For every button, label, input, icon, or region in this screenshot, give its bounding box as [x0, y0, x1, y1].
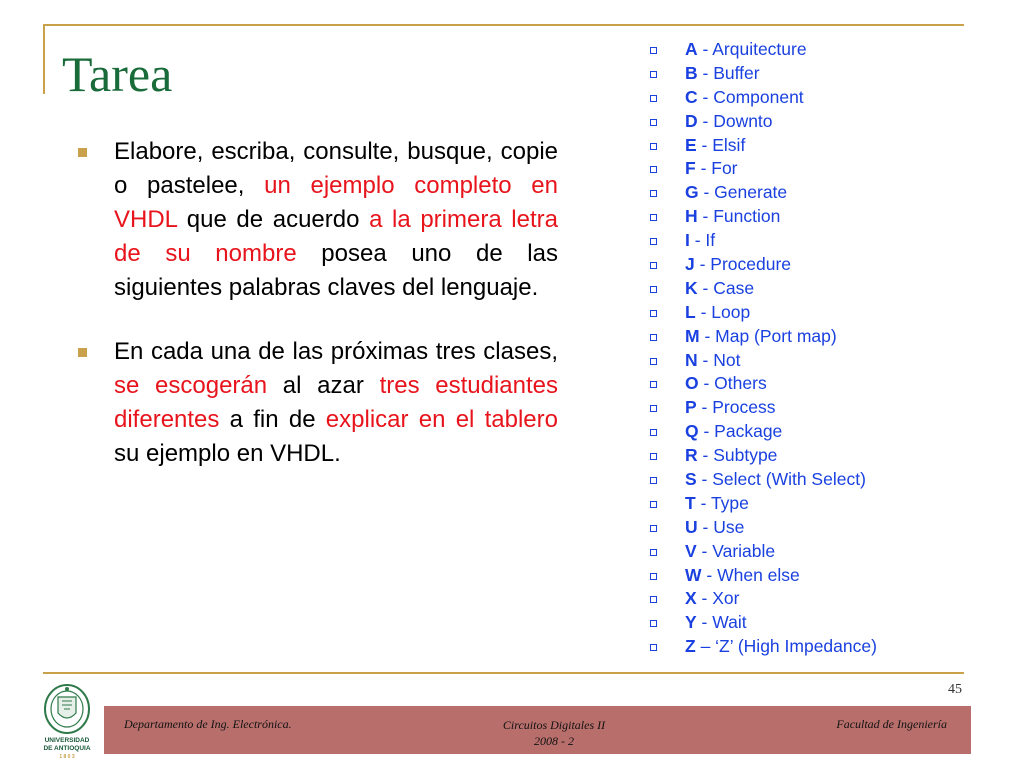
keyword-text: – ‘Z’ (High Impedance): [695, 636, 877, 657]
keyword-letter: L: [685, 301, 696, 322]
university-name: [30, 737, 104, 761]
keyword-letter: U: [685, 516, 698, 537]
hollow-square-bullet-icon: [650, 381, 657, 388]
keyword-letter: H: [685, 206, 698, 227]
keyword-text: - Type: [695, 492, 749, 513]
keyword-letter: N: [685, 349, 698, 370]
keyword-letter: I: [685, 230, 690, 251]
keyword-item: [648, 540, 948, 564]
keyword-text: - Process: [696, 397, 776, 418]
keyword-letter: S: [685, 469, 697, 490]
keyword-text: - Function: [697, 206, 781, 227]
keyword-letter: P: [685, 397, 697, 418]
keyword-text: - Downto: [697, 110, 773, 131]
keyword-text: - Buffer: [697, 62, 760, 83]
keyword-text: - If: [689, 230, 716, 251]
keyword-letter: A: [685, 39, 698, 59]
keyword-item: [648, 325, 948, 349]
keyword-text: - For: [695, 158, 738, 179]
hollow-square-bullet-icon: [650, 477, 657, 484]
university-year: 1 8 0 3: [59, 754, 75, 760]
bullet-text: [114, 335, 558, 471]
keyword-text: - Arquitecture: [697, 39, 807, 59]
footer-course-term: 2008 - 2: [534, 734, 574, 748]
body-text: al azar: [267, 372, 380, 399]
keyword-item: [648, 564, 948, 588]
keyword-item: [648, 587, 948, 611]
keyword-item: [648, 229, 948, 253]
keyword-text: - Wait: [696, 612, 747, 633]
keyword-letter: Y: [685, 612, 697, 633]
hollow-square-bullet-icon: [650, 47, 657, 54]
keyword-text: - Procedure: [694, 254, 792, 275]
hollow-square-bullet-icon: [650, 95, 657, 102]
hollow-square-bullet-icon: [650, 334, 657, 341]
hollow-square-bullet-icon: [650, 262, 657, 269]
keyword-item: [648, 468, 948, 492]
keyword-item: [648, 253, 948, 277]
body-text: a fin de: [219, 406, 326, 433]
highlight-text: a la primera letra de su nombre: [114, 206, 558, 267]
keyword-item: [648, 86, 948, 110]
keyword-item: [648, 635, 948, 659]
keyword-letter: K: [685, 277, 698, 298]
keyword-item: [648, 205, 948, 229]
keyword-text: - Use: [697, 516, 745, 537]
keyword-item: [648, 157, 948, 181]
university-name-line2: DE ANTIOQUIA: [43, 745, 91, 752]
highlight-text: un ejemplo completo en VHDL: [114, 172, 558, 233]
page-number: 45: [948, 682, 962, 697]
hollow-square-bullet-icon: [650, 644, 657, 651]
keyword-item: [648, 38, 948, 62]
highlight-text: tres estudiantes diferentes: [114, 372, 559, 433]
main-bullet-item: [72, 335, 558, 471]
keyword-item: [648, 492, 948, 516]
keyword-item: [648, 62, 948, 86]
body-text: su ejemplo en VHDL.: [114, 440, 341, 467]
keyword-item: [648, 277, 948, 301]
hollow-square-bullet-icon: [650, 238, 657, 245]
body-text: En cada una de las próximas tres clases,: [114, 338, 558, 365]
keyword-item: [648, 372, 948, 396]
main-bullet-list: [72, 135, 558, 501]
hollow-square-bullet-icon: [650, 429, 657, 436]
keyword-letter: D: [685, 110, 698, 131]
keyword-letter: O: [685, 373, 699, 394]
keyword-text: - Subtype: [697, 445, 778, 466]
keyword-letter: X: [685, 588, 697, 609]
hollow-square-bullet-icon: [650, 405, 657, 412]
keyword-item: [648, 611, 948, 635]
keyword-letter: W: [685, 564, 702, 585]
frame-bottom-line: [43, 672, 964, 674]
keyword-letter: B: [685, 62, 698, 83]
keyword-item: [648, 516, 948, 540]
hollow-square-bullet-icon: [650, 286, 657, 293]
footer-faculty: Facultad de Ingeniería: [836, 717, 947, 731]
body-text: que de acuerdo: [177, 206, 370, 233]
keyword-text: - Others: [698, 373, 767, 394]
hollow-square-bullet-icon: [650, 190, 657, 197]
hollow-square-bullet-icon: [650, 214, 657, 221]
keyword-text: - Variable: [696, 540, 776, 561]
keyword-item: [648, 134, 948, 158]
highlight-text: se escogerán: [114, 372, 268, 399]
hollow-square-bullet-icon: [650, 143, 657, 150]
footer-bar: [104, 706, 971, 754]
keyword-letter: G: [685, 182, 699, 203]
keyword-text: - Select (With Select): [696, 469, 866, 490]
highlight-text: explicar en el tablero: [325, 406, 558, 433]
keyword-item: [648, 396, 948, 420]
keyword-list: [648, 38, 948, 659]
hollow-square-bullet-icon: [650, 453, 657, 460]
keyword-item: [648, 301, 948, 325]
keyword-text: - Generate: [698, 182, 788, 203]
hollow-square-bullet-icon: [650, 549, 657, 556]
square-bullet-icon: [78, 348, 87, 357]
keyword-letter: M: [685, 325, 700, 346]
keyword-text: - Case: [697, 277, 755, 298]
footer-department: Departamento de Ing. Electrónica.: [124, 717, 292, 731]
keyword-text: - Package: [698, 421, 783, 442]
frame-top-line: [43, 24, 964, 26]
footer-course-name: Circuitos Digitales II: [502, 718, 606, 732]
keyword-text: - When else: [701, 564, 800, 585]
bullet-text: [114, 135, 558, 305]
hollow-square-bullet-icon: [650, 71, 657, 78]
hollow-square-bullet-icon: [650, 620, 657, 627]
keyword-letter: E: [685, 134, 697, 155]
hollow-square-bullet-icon: [650, 119, 657, 126]
keyword-letter: V: [685, 540, 697, 561]
keyword-item: [648, 110, 948, 134]
keyword-item: [648, 181, 948, 205]
slide-title: Tarea: [62, 46, 173, 102]
hollow-square-bullet-icon: [650, 596, 657, 603]
hollow-square-bullet-icon: [650, 166, 657, 173]
hollow-square-bullet-icon: [650, 501, 657, 508]
keyword-text: - Elsif: [696, 134, 746, 155]
keyword-text: - Map (Port map): [699, 325, 837, 346]
keyword-letter: Z: [685, 636, 696, 657]
keyword-text: - Component: [697, 86, 804, 107]
body-text: posea uno de las siguientes palabras claves del lenguaje.: [114, 240, 558, 301]
keyword-text: - Loop: [695, 301, 751, 322]
keyword-letter: J: [685, 254, 695, 275]
keyword-letter: T: [685, 492, 696, 513]
keyword-item: [648, 444, 948, 468]
keyword-letter: Q: [685, 421, 699, 442]
keyword-item: [648, 349, 948, 373]
keyword-letter: R: [685, 445, 698, 466]
footer-course: [474, 717, 634, 749]
keyword-letter: F: [685, 158, 696, 179]
university-name-line1: UNIVERSIDAD: [44, 737, 90, 744]
keyword-text: - Not: [697, 349, 741, 370]
keyword-item: [648, 420, 948, 444]
main-bullet-item: [72, 135, 558, 305]
hollow-square-bullet-icon: [650, 525, 657, 532]
frame-left-line: [43, 24, 45, 94]
keyword-text: - Xor: [696, 588, 740, 609]
hollow-square-bullet-icon: [650, 358, 657, 365]
hollow-square-bullet-icon: [650, 573, 657, 580]
body-text: Elabore, escriba, consulte, busque, copie o pastelee,: [114, 138, 558, 199]
hollow-square-bullet-icon: [650, 310, 657, 317]
square-bullet-icon: [78, 148, 87, 157]
keyword-letter: C: [685, 86, 698, 107]
